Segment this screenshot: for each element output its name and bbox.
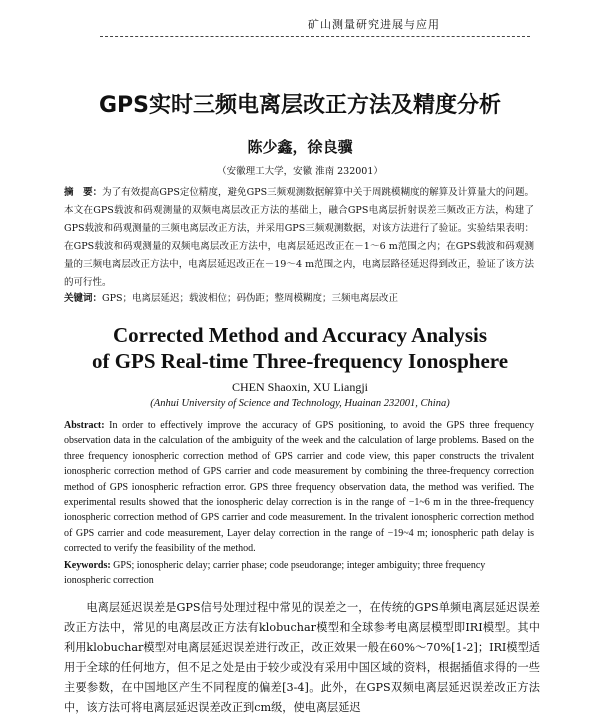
keywords-en-label: Keywords: — [64, 560, 111, 571]
keywords-en-text: GPS; ionospheric delay; carrier phase; code pseudorange; integer ambiguity; three frequency ionospheric correction — [64, 560, 486, 587]
keywords-cn — [64, 290, 534, 308]
abstract-cn-text: 为了有效提高GPS定位精度，避免GPS三频观测数据解算中关于周跳模糊度的解算及计算量大的问题。本文在GPS载波和码观测量的双频电离层改正方法的基础上，融合GPS电离层折射误差三频改正方法，构建了GPS载波和码观测量的三频电离层改正方法，并采用GPS三频观测数据，对该方法进行了验证。实验结果表明：在GPS载波和码观测量的双频电离层改正方法中，电离层延迟改正在－1～6 m范围之内；在GPS载波和码观测量的三频电离层改正方法中，电离层延迟改正在－19～4 m范围之内，电离层路径延迟得到改正，验证了该方法的可行性。 — [64, 187, 534, 288]
abstract-en-text: In order to effectively improve the accuracy of GPS positioning, to avoid the GPS three frequency observation data in the calculation of the ambiguity of the week and the calculation of large problems. Based on the three frequency ionospheric correction method of GPS carrier and code view, this paper constructs the trivalent ionospheric correction method of GPS carrier and code measurement by combining the three-frequency correction method of GPS ionospheric refraction error. GPS three frequency observation data, the method was verified. The experimental results showed that the ionospheric delay correction is in the range of −1~6 m in the three-frequency ionospheric correction method of GPS carrier and code measurement. In the trivalent ionospheric correction method of GPS carrier and code measurement, Layer delay correction in the range of −19~4 m; ionospheric path delay is corrected to verify the feasibility of the method. — [64, 420, 534, 555]
abstract-cn — [64, 184, 534, 292]
journal-name: 矿山测量研究进展与应用 — [308, 18, 440, 31]
abstract-en-label: Abstract: — [64, 420, 105, 431]
paper-title-en-line2: of GPS Real-time Three-frequency Ionosphere — [91, 349, 509, 373]
authors-cn: 陈少鑫，徐良骥 — [247, 138, 353, 156]
keywords-cn-text: GPS；电离层延迟；载波相位；码伪距；整周模糊度；三频电离层改正 — [102, 293, 399, 304]
keywords-en — [64, 558, 534, 589]
abstract-en — [64, 418, 534, 557]
abstract-cn-label: 摘 要： — [64, 187, 103, 198]
paper-title-cn: GPS实时三频电离层改正方法及精度分析 — [98, 93, 502, 118]
body-paragraph: 电离层延迟误差是GPS信号处理过程中常见的误差之一，在传统的GPS单频电离层延迟误差改正方法中，常见的电离层改正方法有klobuchar模型和全球参考电离层模型即IRI模型。其中利用klobuchar模型对电离层延迟误差进行改正，改正效果一般在60%～70%[1-2]；IRI模型适用于全球的任何地方，但不足之处是由于较少或没有采用中国区域的资料，根据插值求得的一些主要参数，在中国地区产生不同程度的偏差[3-4]。此外，在GPS双频电离层延迟误差改正方法中，该方法可将电离层延迟误差改正到cm级，使电离层延迟 — [64, 601, 540, 714]
paper-title-en — [0, 322, 600, 374]
affiliation-en: (Anhui University of Science and Technology, Huainan 232001, China) — [150, 398, 450, 409]
authors-en: CHEN Shaoxin, XU Liangji — [232, 380, 368, 394]
keywords-cn-label: 关键词： — [64, 293, 103, 304]
running-header — [100, 14, 530, 37]
paper-title-en-line1: Corrected Method and Accuracy Analysis — [112, 323, 488, 347]
affiliation-cn: （安徽理工大学，安徽 淮南 232001） — [217, 166, 383, 177]
